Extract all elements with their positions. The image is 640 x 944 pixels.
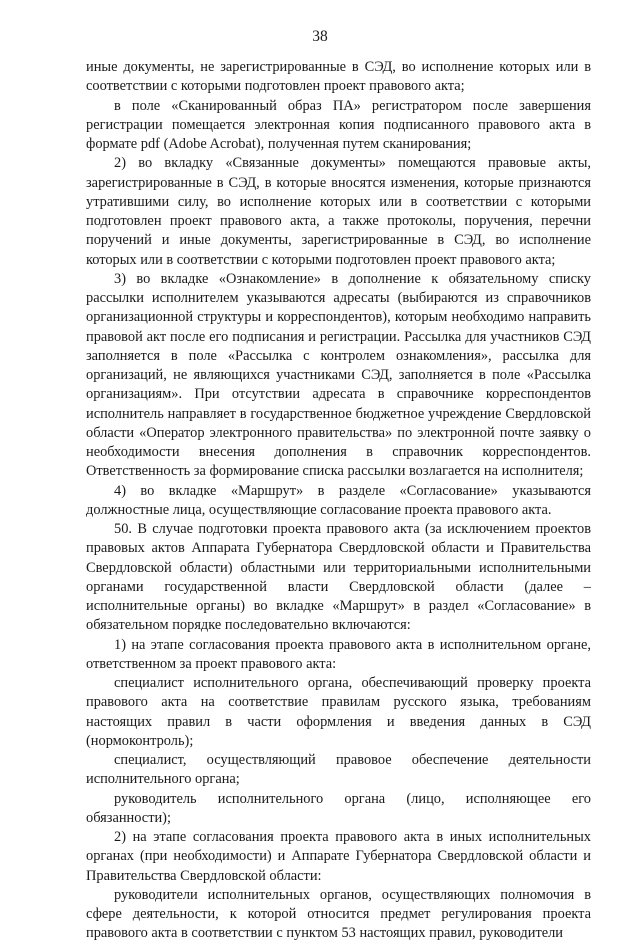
paragraph: 50. В случае подготовки проекта правового акта (за исключением проектов правовых актов Аппарата Губернатора Свердловской области и Правительства Свердловской области) областными или территориальными исполнительными органами государственной власти Свердловской области (далее – исполнительные органы) во вкладке «Маршрут» в раздел «Согласование» в обязательном порядке последовательно включаются: (86, 521, 591, 634)
paragraph: 3) во вкладке «Ознакомление» в дополнение к обязательному списку рассылки исполнителем указываются адресаты (выбираются из справочников организационной структуры и корреспондентов), которым необходимо направить правовой акт после его подписания и регистрации. Рассылка для участников СЭД заполняется в поле «Рассылка с контролем ознакомления», рассылка для организаций, не являющихся участниками СЭД, заполняется в поле «Рассылка организациям». При отсутствии адресата в справочнике корреспондентов исполнитель направляет в государственное бюджетное учреждение Свердловской области «Оператор электронного правительства» по электронной почте заявку о необходимости внесения дополнения в справочник корреспондентов. Ответственность за формирование списка рассылки возлагается на исполнителя; (86, 270, 591, 480)
paragraph: 2) на этапе согласования проекта правового акта в иных исполнительных органах (при необходимости) и Аппарате Губернатора Свердловской области и Правительства Свердловской области: (86, 829, 591, 884)
paragraph: руководители исполнительных органов, осуществляющих полномочия в сфере деятельности, к которой относится предмет регулирования проекта правового акта в соответствии с пунктом 53 настоящих правил, руководители (86, 886, 591, 942)
paragraph: 2) во вкладку «Связанные документы» помещаются правовые акты, зарегистрированные в СЭД, в которые вносятся изменения, которые признаются утратившими силу, во исполнение которых или в соответствии с которыми подготовлен проект правового акта, а также протоколы, поручения, перечни поручений и иные документы, зарегистрированные в СЭД, во исполнение которых или в соответствии с которыми подготовлен проект правового акта; (86, 155, 591, 268)
paragraph: в поле «Сканированный образ ПА» регистратором после завершения регистрации помещается электронная копия подписанного правового акта в формате pdf (Adobe Acrobat), полученная путем сканирования; (86, 97, 591, 152)
page-number: 38 (312, 28, 328, 45)
document-body (86, 58, 591, 944)
paragraph: иные документы, не зарегистрированные в СЭД, во исполнение которых или в соответствии с которыми подготовлен проект правового акта; (86, 59, 591, 95)
paragraph: руководитель исполнительного органа (лицо, исполняющее его обязанности); (86, 790, 591, 826)
paragraph: 1) на этапе согласования проекта правового акта в исполнительном органе, ответственном за проект правового акта: (86, 636, 591, 672)
paragraph: специалист, осуществляющий правовое обеспечение деятельности исполнительного органа; (86, 752, 591, 788)
paragraph: 4) во вкладке «Маршрут» в разделе «Согласование» указываются должностные лица, осуществляющие согласование проекта правового акта. (86, 482, 591, 518)
paragraph: специалист исполнительного органа, обеспечивающий проверку проекта правового акта на соответствие правилам русского языка, требованиям настоящих правил в части оформления и введения данных в СЭД (нормоконтроль); (86, 675, 591, 749)
